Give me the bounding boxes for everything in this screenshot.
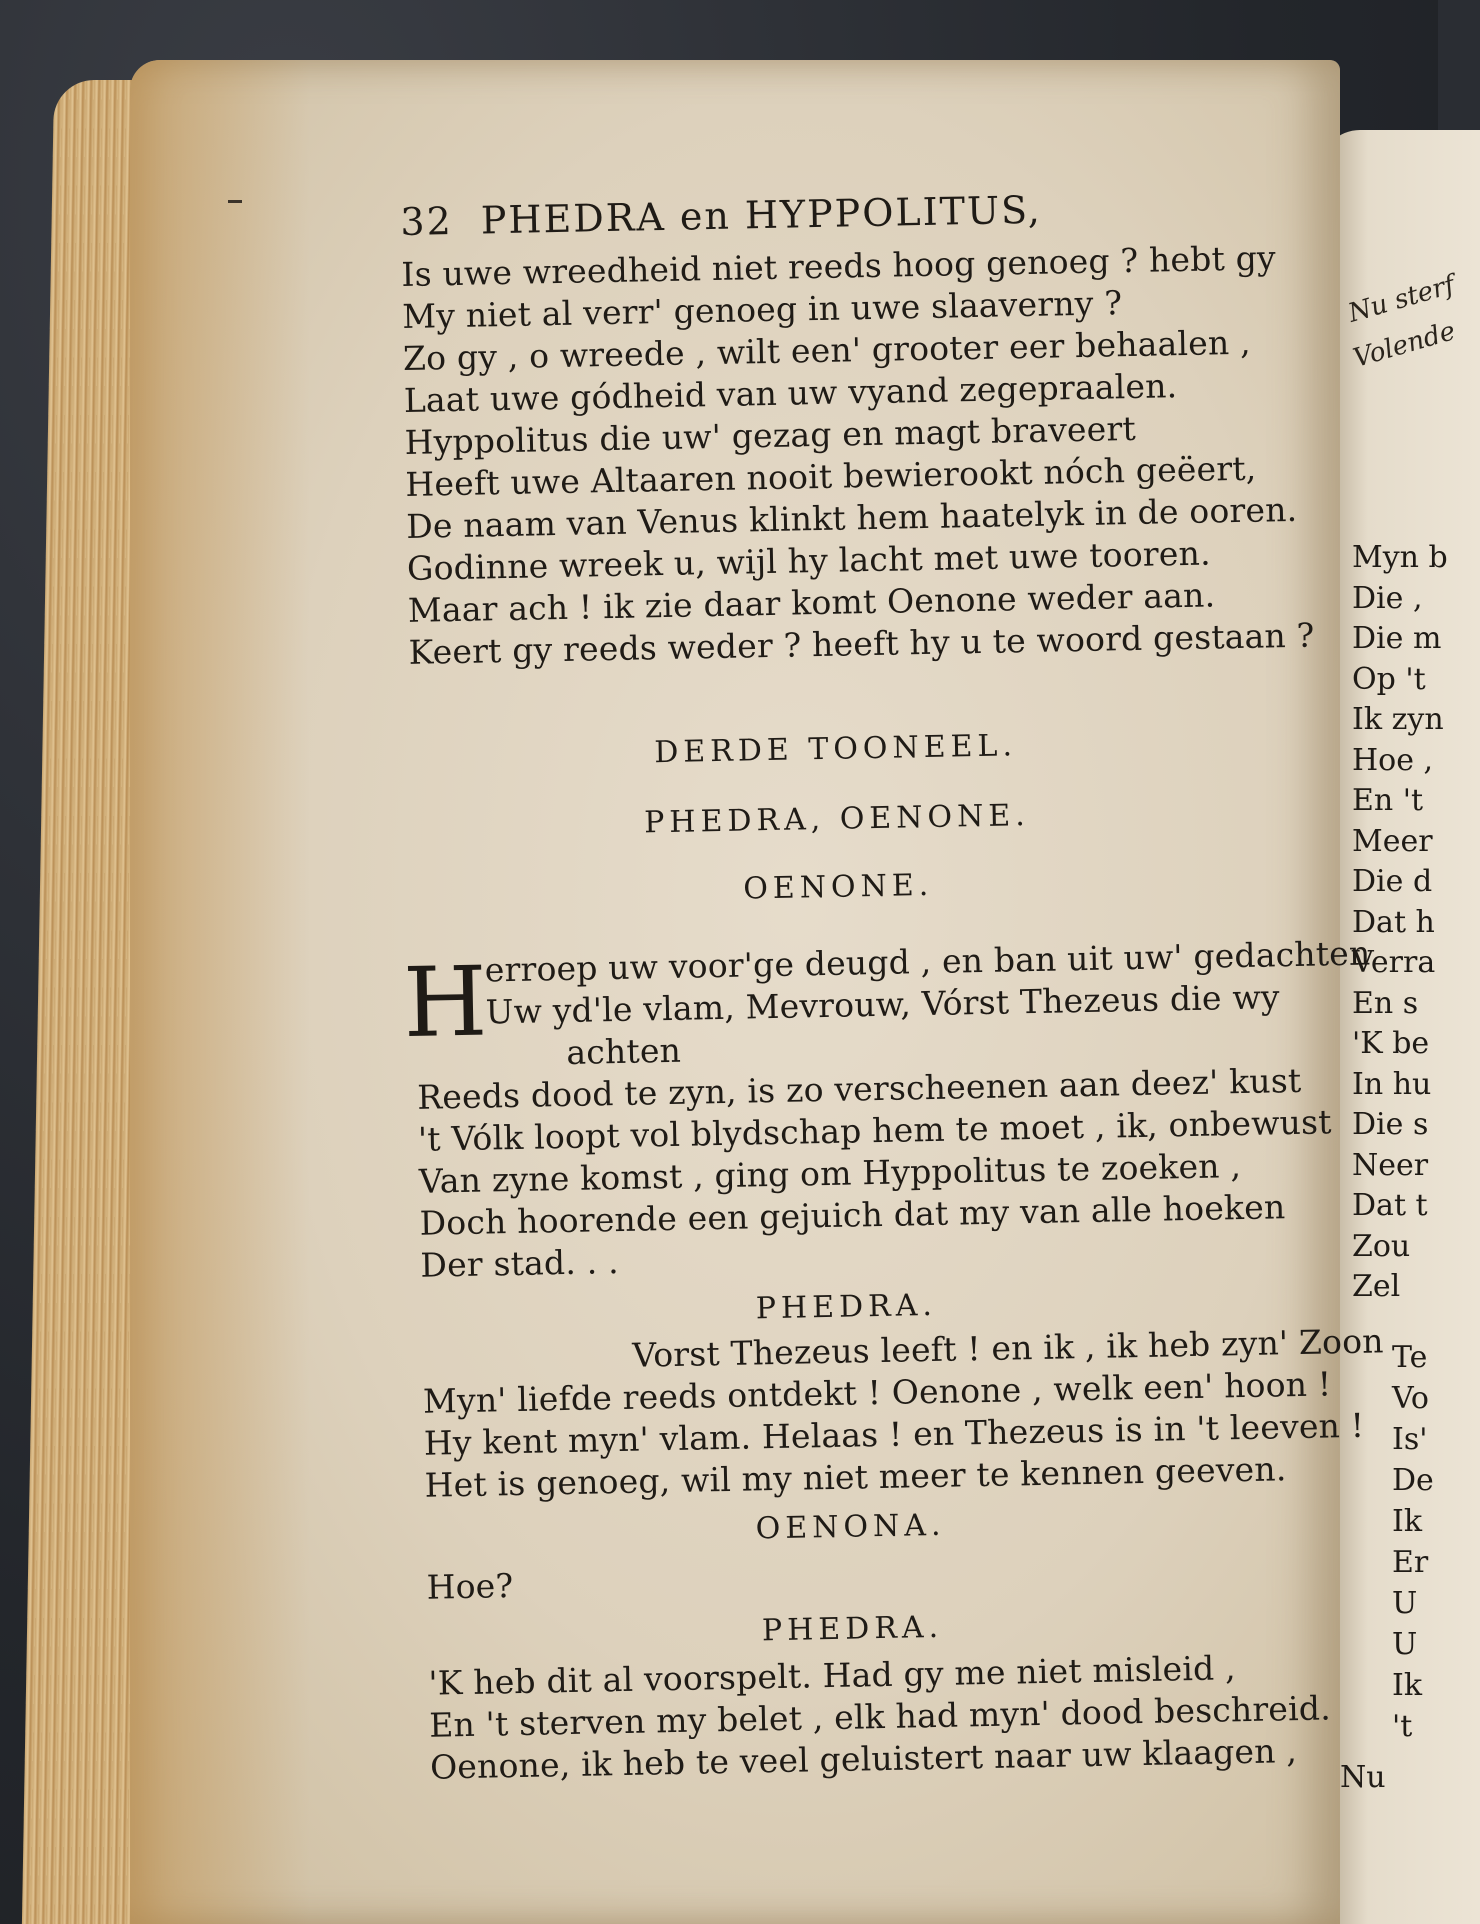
verse-line: Heeft uwe Altaaren nooit bewierookt nóch geëert, xyxy=(405,448,1257,504)
page-stain xyxy=(130,60,310,1924)
right-page-fragment: Hoe , xyxy=(1352,742,1434,778)
right-page-fragment: In hu xyxy=(1352,1066,1432,1102)
verse-line: Hyppolitus die uw' gezag en magt braveert xyxy=(404,408,1137,462)
verse-line: Hy kent myn' vlam. Helaas ! en Thezeus is in 't leeven ! xyxy=(423,1405,1365,1463)
verse-line: Zo gy , o wreede , wilt een' grooter eer behaalen , xyxy=(402,322,1252,378)
right-page-fragment: Ik xyxy=(1392,1668,1423,1703)
right-page-fragment: Die m xyxy=(1352,621,1442,656)
verse-line: 't Vólk loopt vol blydschap hem te moet , ik, onbewust xyxy=(417,1102,1332,1159)
verse-line: Hoe? xyxy=(426,1566,514,1607)
speaker-name: OENONA. xyxy=(755,1507,946,1547)
right-page-fragment: Vo xyxy=(1392,1381,1429,1416)
right-page-fragment: Zel xyxy=(1352,1269,1401,1304)
page-number: 32 xyxy=(400,198,454,244)
right-page-fragment: De xyxy=(1392,1463,1434,1498)
right-page-fragment: Er xyxy=(1392,1545,1429,1580)
right-page-fragment: Zou xyxy=(1352,1228,1411,1264)
verse-line: Der stad. . . xyxy=(420,1242,620,1285)
right-page-fragment: Dat h xyxy=(1352,904,1435,940)
right-page-fragment: Meer xyxy=(1352,823,1433,859)
scene-characters: PHEDRA, OENONE. xyxy=(643,798,1031,841)
verse-line: Reeds dood te zyn, is zo verscheenen aan deez' kust xyxy=(416,1060,1302,1117)
catchword: Nu xyxy=(1340,1760,1386,1795)
verse-line: Godinne wreek u, wijl hy lacht met uwe tooren. xyxy=(406,533,1212,588)
speaker-name: OENONE. xyxy=(742,867,934,907)
right-page-fragment: 'K be xyxy=(1352,1026,1430,1061)
running-title: PHEDRA en HYPPOLITUS, xyxy=(480,187,1043,243)
verse-line: Doch hoorende een gejuich dat my van alle hoeken xyxy=(419,1187,1286,1243)
verse-line: Uw yd'le vlam, Mevrouw, Vórst Thezeus die wy xyxy=(485,977,1281,1032)
verse-line: Maar ach ! ik zie daar komt Oenone weder aan. xyxy=(407,575,1216,630)
right-page-fragment: Die , xyxy=(1352,580,1423,616)
right-page-fragment: Die d xyxy=(1352,864,1433,899)
right-page-fragment: Op 't xyxy=(1352,661,1426,697)
drop-cap: H xyxy=(402,945,489,1060)
right-page-fragment: Verra xyxy=(1352,945,1436,980)
right-page-fragment: Die s xyxy=(1352,1107,1429,1142)
right-page-fragment: En s xyxy=(1352,985,1419,1021)
scene-title: DERDE TOONEEL. xyxy=(653,728,1018,771)
right-page-fragment: 't xyxy=(1392,1709,1413,1744)
verse-line: Het is genoeg, wil my niet meer te kennen geeven. xyxy=(424,1449,1287,1505)
verse-line: erroep uw voor'ge deugd , en ban uit uw' gedachten xyxy=(484,933,1371,990)
right-page-fragment: Te xyxy=(1392,1340,1428,1375)
verse-line: Van zyne komst , ging om Hyppolitus te zoeken , xyxy=(418,1146,1242,1201)
verse-line: De naam van Venus klinkt hem haatelyk in de ooren. xyxy=(405,489,1298,546)
right-page-fragment: En 't xyxy=(1352,783,1424,818)
verse-line: Vorst Thezeus leeft ! en ik , ik heb zyn' Zoon xyxy=(631,1321,1385,1375)
right-page-fragment: Is' xyxy=(1392,1422,1428,1457)
verse-line: Keert gy reeds weder ? heeft hy u te woord gestaan ? xyxy=(408,615,1315,672)
verse-line: My niet al verr' genoeg in uwe slaaverny ? xyxy=(401,283,1123,336)
verse-line: Oenone, ik heb te veel geluistert naar uw klaagen , xyxy=(429,1731,1298,1787)
right-page-fragment: U xyxy=(1392,1586,1418,1621)
right-page-fragment: Ik zyn xyxy=(1352,702,1444,737)
verse-line: Myn' liefde reeds ontdekt ! Oenone , welk een' hoon ! xyxy=(422,1364,1332,1421)
right-page-top-line: Volende xyxy=(1350,316,1459,374)
right-page-fragment: Neer xyxy=(1352,1147,1429,1183)
verse-line: achten xyxy=(566,1030,682,1072)
verse-line: Laat uwe gódheid van uw vyand zegepraalen. xyxy=(403,366,1178,420)
verse-line: 'K heb dit al voorspelt. Had gy me niet misleid , xyxy=(428,1648,1237,1703)
right-page-fragment: Dat t xyxy=(1352,1188,1428,1223)
right-page-top-line: Nu sterf xyxy=(1345,269,1459,329)
right-page-fragment: U xyxy=(1392,1627,1418,1662)
verse-line: Is uwe wreedheid niet reeds hoog genoeg ? hebt gy xyxy=(401,238,1277,294)
ink-mark xyxy=(228,200,242,203)
right-page-fragment: Ik xyxy=(1392,1504,1423,1539)
speaker-name: PHEDRA. xyxy=(755,1287,938,1327)
verse-line: En 't sterven my belet , elk had myn' dood beschreid. xyxy=(428,1688,1332,1745)
right-page-fragment: Myn b xyxy=(1352,540,1448,575)
speaker-name: PHEDRA. xyxy=(761,1609,944,1649)
